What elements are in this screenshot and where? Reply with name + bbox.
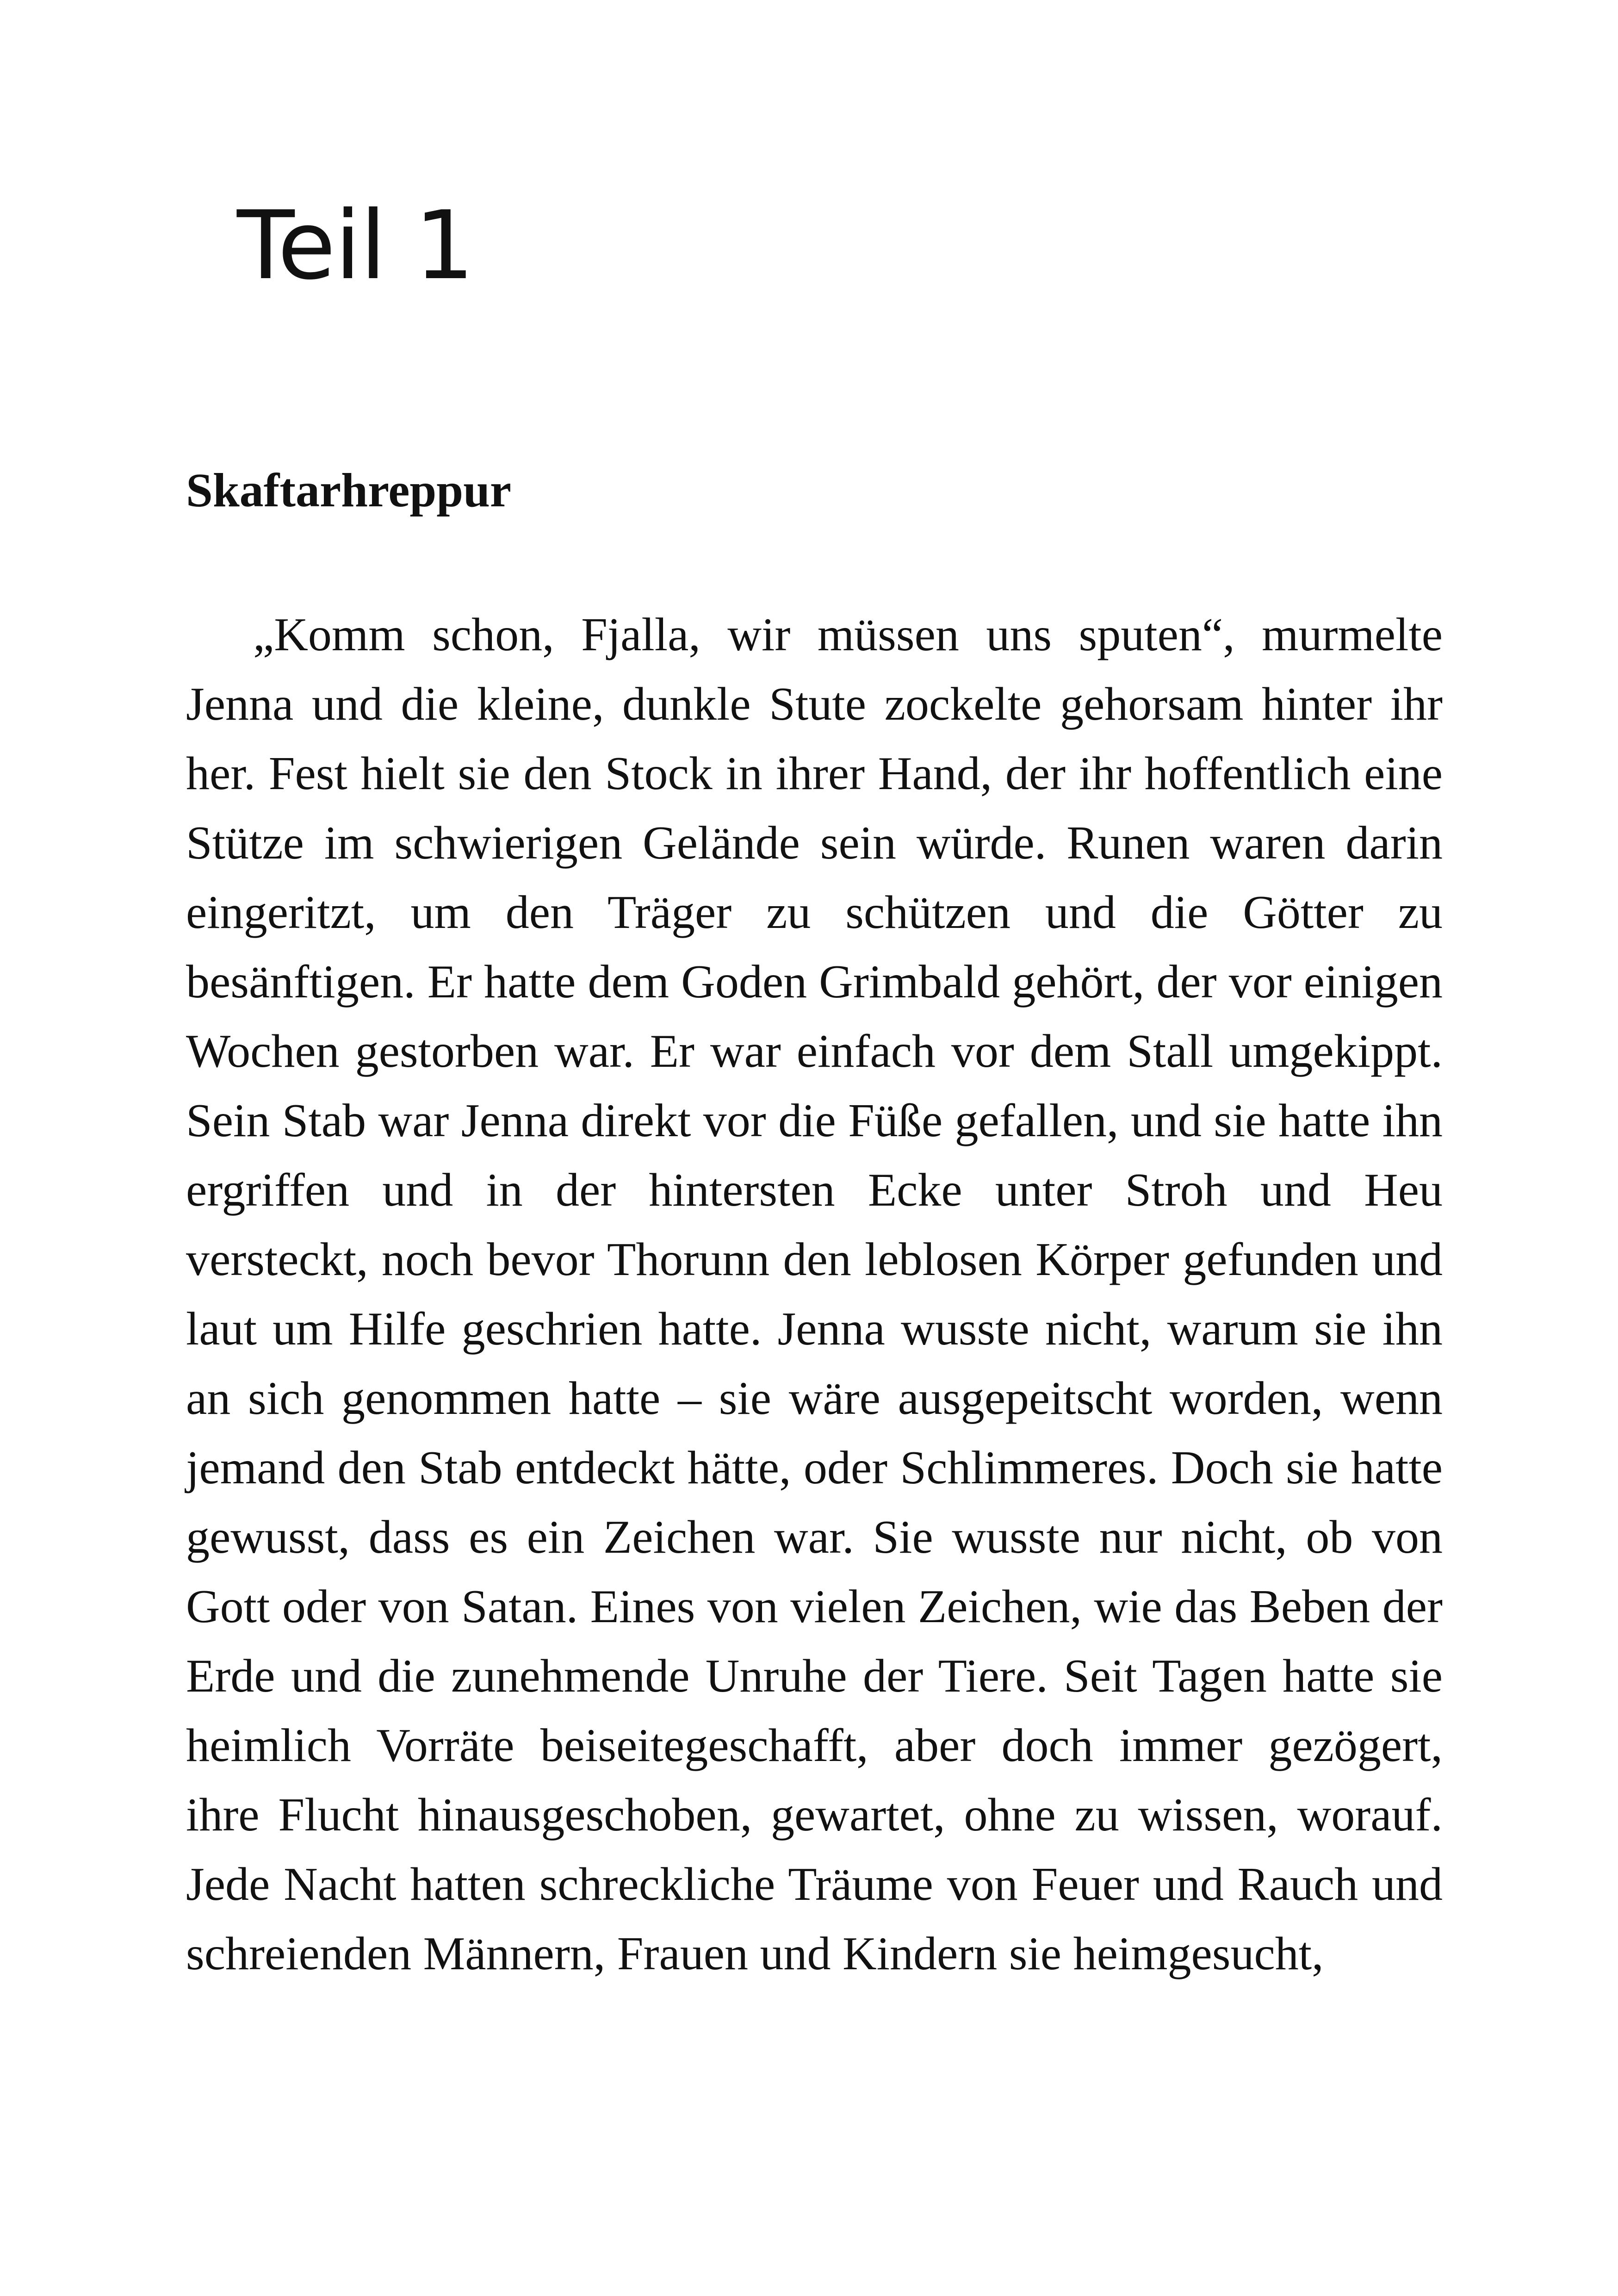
part-title: Teil 1 bbox=[237, 191, 474, 301]
body-paragraph: „Komm schon, Fjalla, wir müssen uns sputen“, murmelte Jenna und die kleine, dunkle Stute zockelte gehorsam hinter ihr her. Fest hielt sie den Stock in ihrer Hand, der ihr hoffentlich eine Stütze im schwierigen Gelände sein würde. Runen waren darin eingeritzt, um den Träger zu schützen und die Götter zu besänftigen. Er hatte dem Goden Grimbald gehört, der vor einigen Wochen gestorben war. Er war einfach vor dem Stall umgekippt. Sein Stab war Jenna direkt vor die Füße gefallen, und sie hatte ihn ergriffen und in der hintersten Ecke unter Stroh und Heu versteckt, noch bevor Thorunn den leblosen Körper gefunden und laut um Hilfe geschrien hatte. Jenna wusste nicht, warum sie ihn an sich genommen hatte – sie wäre ausgepeitscht worden, wenn jemand den Stab entdeckt hätte, oder Schlimmeres. Doch sie hatte gewusst, dass es ein Zeichen war. Sie wusste nur nicht, ob von Gott oder von Satan. Eines von vielen Zeichen, wie das Beben der Erde und die zunehmende Unruhe der Tiere. Seit Tagen hatte sie heimlich Vorräte beiseitegeschafft, aber doch immer gezögert, ihre Flucht hinausgeschoben, gewartet, ohne zu wissen, worauf. Jede Nacht hatten schreckliche Träume von Feuer und Rauch und schreienden Männern, Frauen und Kindern sie heimgesucht, bbox=[186, 609, 1443, 1980]
chapter-title: Skaftarhreppur bbox=[186, 464, 512, 517]
